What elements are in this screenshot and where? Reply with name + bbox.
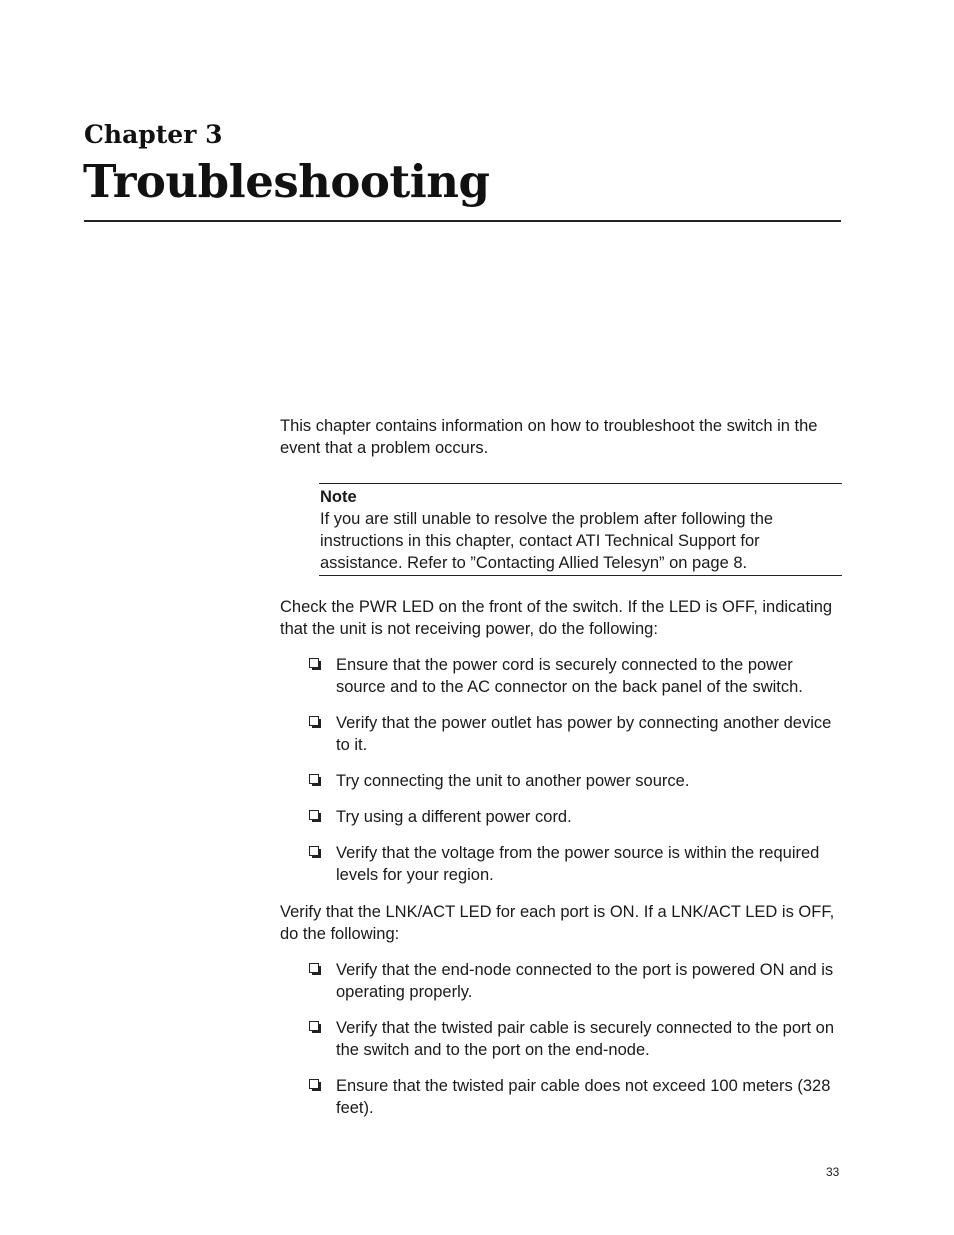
list-item [280, 1017, 842, 1061]
link-section-text: Verify that the LNK/ACT LED for each port is ON. If a LNK/ACT LED is OFF, do the following: [280, 903, 835, 943]
list-item-text: Try using a different power cord. [336, 808, 572, 826]
list-item [280, 959, 842, 1003]
intro-paragraph: This chapter contains information on how to troubleshoot the switch in the event that a problem occurs. [280, 417, 818, 457]
link-checklist [280, 959, 842, 1119]
page-number: 33 [826, 1165, 840, 1179]
list-item [280, 1075, 842, 1119]
chapter-label: Chapter 3 [84, 120, 223, 149]
note-heading: Note [320, 488, 357, 506]
checkbox-icon [309, 658, 319, 668]
body-content [280, 415, 842, 1134]
list-item-text: Ensure that the twisted pair cable does not exceed 100 meters (328 feet). [336, 1077, 831, 1117]
list-item-text: Verify that the voltage from the power source is within the required levels for your region. [336, 844, 820, 884]
note-text: If you are still unable to resolve the problem after following the instructions in this chapter, contact ATI Technical Support for assistance. Refer to ”Contacting Allied Telesyn” on page 8. [320, 510, 774, 572]
list-item-text: Verify that the power outlet has power by connecting another device to it. [336, 714, 832, 754]
note-box [319, 483, 842, 576]
checkbox-icon [309, 963, 319, 973]
checkbox-icon [309, 846, 319, 856]
list-item-text: Try connecting the unit to another power source. [336, 772, 690, 790]
checkbox-icon [309, 1021, 319, 1031]
checkbox-icon [309, 1079, 319, 1089]
checkbox-icon [309, 716, 319, 726]
title-rule [84, 220, 841, 222]
chapter-title: Troubleshooting [83, 155, 490, 208]
list-item [280, 842, 842, 886]
list-item-text: Verify that the end-node connected to the port is powered ON and is operating properly. [336, 961, 834, 1001]
list-item [280, 806, 842, 828]
list-item [280, 770, 842, 792]
list-item [280, 654, 842, 698]
list-item-text: Ensure that the power cord is securely connected to the power source and to the AC connector on the back panel of the switch. [336, 656, 803, 696]
power-checklist [280, 654, 842, 886]
checkbox-icon [309, 810, 319, 820]
power-section-text: Check the PWR LED on the front of the switch. If the LED is OFF, indicating that the unit is not receiving power, do the following: [280, 598, 833, 638]
list-item-text: Verify that the twisted pair cable is securely connected to the port on the switch and to the port on the end-node. [336, 1019, 835, 1059]
list-item [280, 712, 842, 756]
checkbox-icon [309, 774, 319, 784]
